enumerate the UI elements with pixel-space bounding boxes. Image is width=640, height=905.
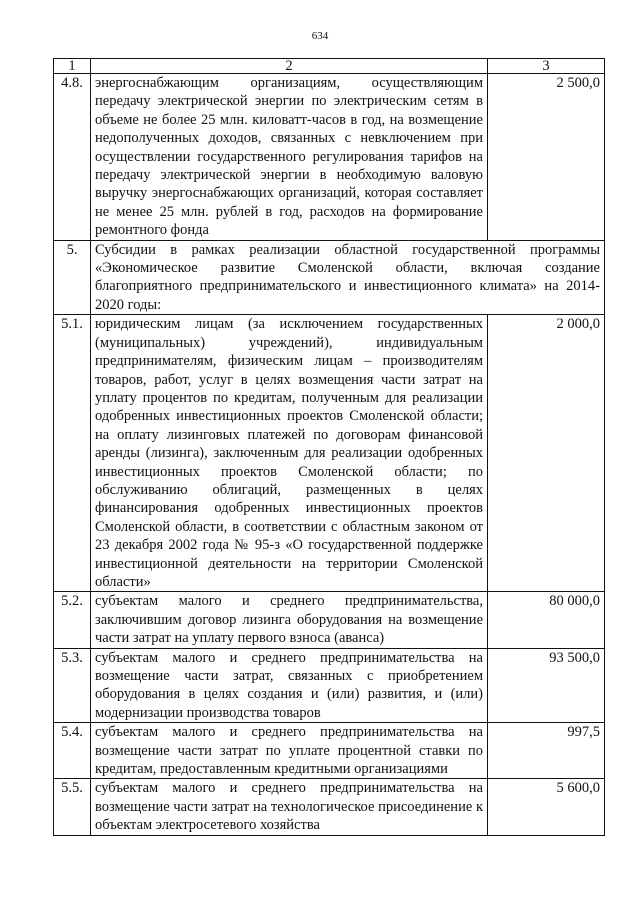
header-col-2: 2 [91, 59, 488, 74]
row-amount: 5 600,0 [488, 779, 605, 835]
row-description: субъектам малого и среднего предпринимательства на возмещение части затрат, связанных с приобретением оборудования в целях создания и (или) развития, и (или) модернизации производства товаров [91, 648, 488, 723]
table-row [54, 74, 605, 241]
row-number: 5.4. [54, 723, 91, 779]
budget-table [53, 58, 605, 836]
header-col-3: 3 [488, 59, 605, 74]
row-number: 5.2. [54, 592, 91, 648]
table-row [54, 648, 605, 723]
row-description: субъектам малого и среднего предпринимательства, заключившим договор лизинга оборудования на возмещение части затрат на уплату первого взноса (аванса) [91, 592, 488, 648]
table-row [54, 592, 605, 648]
row-description: Субсидии в рамках реализации областной государственной программы «Экономическое развитие Смоленской области, включая создание благоприятного предпринимательского и инвестиционного климата» на 2014-2020 годы: [91, 240, 605, 315]
row-amount: 93 500,0 [488, 648, 605, 723]
table-row [54, 240, 605, 315]
row-amount: 80 000,0 [488, 592, 605, 648]
table-row [54, 315, 605, 592]
row-number: 5. [54, 240, 91, 315]
row-amount: 997,5 [488, 723, 605, 779]
table-row [54, 779, 605, 835]
row-description: субъектам малого и среднего предпринимательства на возмещение части затрат по уплате процентной ставки по кредитам, предоставленным кредитными организациями [91, 723, 488, 779]
page-number: 634 [311, 30, 329, 42]
row-number: 5.1. [54, 315, 91, 592]
table-row [54, 723, 605, 779]
row-number: 5.5. [54, 779, 91, 835]
header-col-1: 1 [54, 59, 91, 74]
row-number: 5.3. [54, 648, 91, 723]
row-amount: 2 500,0 [488, 74, 605, 241]
row-amount: 2 000,0 [488, 315, 605, 592]
table-header-row [54, 59, 605, 74]
row-number: 4.8. [54, 74, 91, 241]
row-description: субъектам малого и среднего предпринимательства на возмещение части затрат на технологическое присоединение к объектам электросетевого хозяйства [91, 779, 488, 835]
row-description: юридическим лицам (за исключением государственных (муниципальных) учреждений), индивидуальным предпринимателям, физическим лицам – производителям товаров, работ, услуг в целях возмещения части затрат на уплату процентов по кредитам, полученным для реализации одобренных инвестиционных проектов Смоленской области; на оплату лизинговых платежей по договорам финансовой аренды (лизинга), заключенным для реализации одобренных инвестиционных проектов Смоленской области; по обслуживанию облигаций, размещенных в целях финансирования одобренных инвестиционных проектов Смоленской области, в соответствии с областным законом от 23 декабря 2002 года № 95-з «О государственной поддержке инвестиционной деятельности на территории Смоленской области» [91, 315, 488, 592]
row-description: энергоснабжающим организациям, осуществляющим передачу электрической энергии по электрическим сетям в объеме не более 25 млн. киловатт-часов в год, на возмещение недополученных доходов, связанных с невключением при осуществлении государственного регулирования тарифов на передачу электрической энергии в необходимую валовую выручку энергоснабжающих организаций, которая составляет не менее 25 млн. рублей в год, расходов на формирование ремонтного фонда [91, 74, 488, 241]
